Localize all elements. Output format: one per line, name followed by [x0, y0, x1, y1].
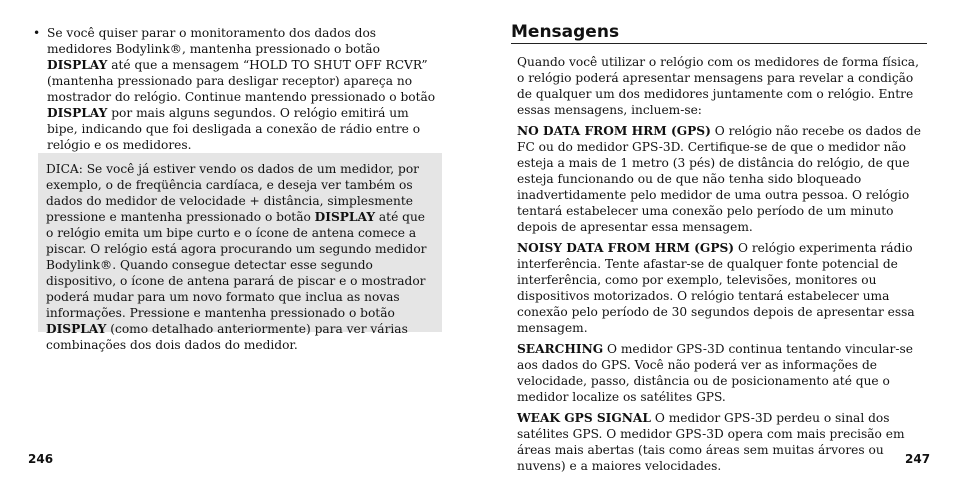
message-item: [517, 341, 929, 405]
message-term: SEARCHING: [517, 342, 604, 356]
message-desc: O relógio experimenta rádio interferência. Tente afastar-se de qualquer fonte potencial de interferência, como por exemplo, televisões, monitores ou dispositivos motorizados. O relógio tentará estabelecer uma conexão pelo período de 30 segundos depois de apresentar essa mensagem.: [517, 241, 915, 335]
message-term: NO DATA FROM HRM (GPS): [517, 124, 711, 138]
message-desc: O medidor GPS-3D continua tentando vincular-se aos dados do GPS. Você não poderá ver as informações de velocidade, passo, distância ou de posicionamento até que o medidor localize os satélites GPS.: [517, 342, 913, 404]
message-item: [517, 410, 929, 474]
intro-paragraph: Quando você utilizar o relógio com os medidores de forma física, o relógio poderá apresentar mensagens para revelar a condição de qualquer um dos medidores juntamente com o relógio. Entre essas mensagens, incluem-se:: [517, 55, 919, 117]
message-item: [517, 123, 929, 235]
right-page: [477, 0, 954, 477]
tip-text-3: (como detalhado anteriormente) para ver várias combinações dos dois dados do medidor.: [46, 322, 408, 352]
bullet-display-2: DISPLAY: [47, 106, 108, 120]
bullet-text-1: Se você quiser parar o monitoramento dos dados dos medidores Bodylink®, mantenha pressionado o botão: [47, 26, 380, 56]
bullet-dot: •: [33, 26, 41, 40]
bullet-text: [47, 25, 443, 153]
page-number-left: 246: [28, 452, 54, 466]
tip-display-2: DISPLAY: [46, 322, 107, 336]
bullet-paragraph: [33, 25, 443, 153]
message-desc: O medidor GPS-3D perdeu o sinal dos satélites GPS. O medidor GPS-3D opera com mais precisão em áreas mais abertas (tais como áreas sem muitas árvores ou nuvens) e a maiores velocidades.: [517, 411, 905, 473]
section-title: Mensagens: [511, 21, 927, 44]
bullet-display-1: DISPLAY: [47, 58, 108, 72]
bullet-text-3: por mais alguns segundos. O relógio emitirá um bipe, indicando que foi desligada a conexão de rádio entre o relógio e os medidores.: [47, 106, 421, 152]
left-page: [0, 0, 477, 477]
message-item: [517, 240, 929, 336]
bullet-text-2: até que a mensagem “HOLD TO SHUT OFF RCVR” (mantenha pressionado para desligar receptor) apareça no mostrador do relógio. Continue mantendo pressionado o botão: [47, 58, 436, 104]
messages-body: [517, 54, 929, 479]
tip-text-2: até que o relógio emita um bipe curto e o ícone de antena comece a piscar. O relógio está agora procurando um segundo medidor Bodylink®. Quando consegue detectar esse segundo dispositivo, o ícone de antena parará de piscar e o mostrador poderá mudar para um novo formato que inclua as novas informações. Pressione e mantenha pressionado o botão: [46, 210, 427, 320]
message-desc: O relógio não recebe os dados de FC ou do medidor GPS-3D. Certifique-se de que o medidor não esteja a mais de 1 metro (3 pés) de distância do relógio, de que esteja funcionando ou de que não tenha sido bloqueado inadvertidamente pelo medidor de uma outra pessoa. O relógio tentará estabelecer uma conexão pelo período de um minuto depois de apresentar essa mensagem.: [517, 124, 921, 234]
tip-display-1: DISPLAY: [314, 210, 376, 224]
message-term: NOISY DATA FROM HRM (GPS): [517, 241, 735, 255]
tip-box: [38, 153, 442, 352]
page-number-right: 247: [905, 452, 931, 466]
message-term: WEAK GPS SIGNAL: [517, 411, 651, 425]
tip-text-1: DICA: Se você já estiver vendo os dados de um medidor, por exemplo, o de freqüência cardíaca, e deseja ver também os dados do medidor de velocidade + distância, simplesmente pressione e mantenha pressionado o botão: [46, 162, 419, 224]
